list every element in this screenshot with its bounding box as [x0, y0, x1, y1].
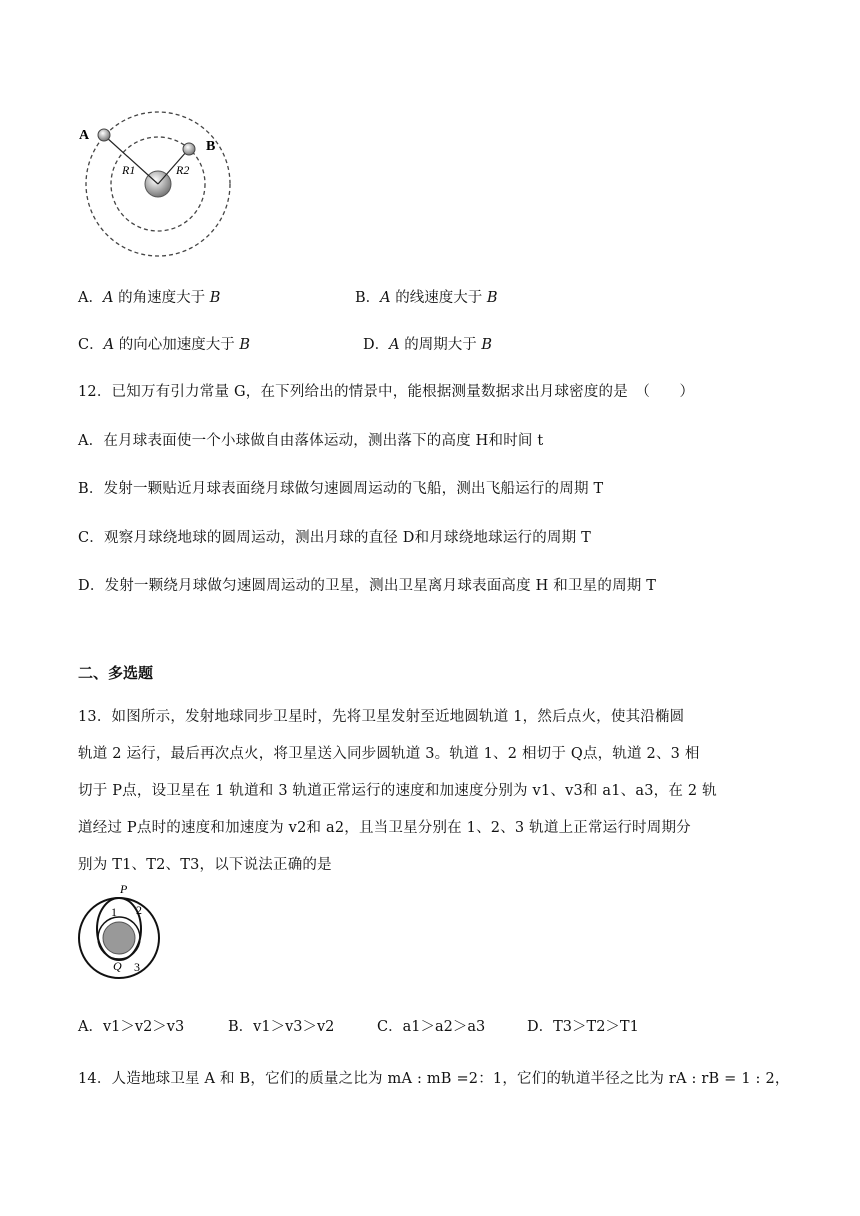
- q13-option-b: B．v1＞v3＞v2: [228, 1019, 335, 1035]
- section-title: 二、多选题: [78, 664, 154, 682]
- label-q: Q: [113, 959, 122, 973]
- q13-option-c: C．a1＞a2＞a3: [377, 1019, 486, 1035]
- label-r2: R2: [176, 163, 190, 177]
- label-orbit-1: 1: [111, 905, 117, 919]
- satellite-b: [183, 143, 195, 155]
- label-orbit-3: 3: [134, 960, 140, 974]
- label-a: A: [79, 128, 90, 143]
- label-orbit-2: 2: [136, 903, 142, 917]
- q13-line-4: 道经过 P点时的速度和加速度为 v2和 a2，且当卫星分别在 1、2、3 轨道上正常运行时周期分: [78, 820, 691, 836]
- q14-stem: 14．人造地球卫星 A 和 B，它们的质量之比为 mA : mB =2：1，它们的轨道半径之比为 rA : rB = 1 : 2，: [78, 1071, 790, 1087]
- q12-stem: 12．已知万有引力常量 G，在下列给出的情景中，能根据测量数据求出月球密度的是 （ ）: [78, 384, 695, 400]
- label-b: B: [206, 139, 216, 154]
- orbit-figure-ab: [76, 112, 236, 262]
- q13-option-a: A．v1＞v2＞v3: [78, 1019, 185, 1035]
- earth: [103, 922, 135, 954]
- label-p: P: [120, 882, 128, 896]
- q12-option-b: B．发射一颗贴近月球表面绕月球做匀速圆周运动的飞船，测出飞船运行的周期 T: [78, 481, 604, 497]
- q13-option-d: D．T3＞T2＞T1: [527, 1019, 639, 1035]
- label-r1: R1: [122, 163, 136, 177]
- q13-line-5: 别为 T1、T2、T3，以下说法正确的是: [78, 857, 332, 873]
- q13-line-2: 轨道 2 运行，最后再次点火，将卫星送入同步圆轨道 3。轨道 1、2 相切于 Q点，轨道 2、3 相: [78, 746, 700, 762]
- q11-option-b: B．A 的线速度大于 B: [355, 290, 498, 306]
- q12-option-c: C．观察月球绕地球的圆周运动，测出月球的直径 D和月球绕地球运行的周期 T: [78, 530, 592, 546]
- q12-option-a: A．在月球表面使一个小球做自由落体运动，测出落下的高度 H和时间 t: [78, 433, 544, 449]
- satellite-a: [98, 129, 110, 141]
- q13-line-1: 13．如图所示，发射地球同步卫星时，先将卫星发射至近地圆轨道 1，然后点火，使其沿椭圆: [78, 709, 685, 725]
- q11-option-d: D．A 的周期大于 B: [363, 337, 492, 353]
- q11-option-a: A．A 的角速度大于 B: [78, 290, 221, 306]
- orbit-transfer-figure: [76, 880, 166, 980]
- q13-line-3: 切于 P点，设卫星在 1 轨道和 3 轨道正常运行的速度和加速度分别为 v1、v3和 a1、a3，在 2 轨: [78, 783, 717, 799]
- q12-option-d: D．发射一颗绕月球做匀速圆周运动的卫星，测出卫星离月球表面高度 H 和卫星的周期 T: [78, 578, 657, 594]
- q11-option-c: C．A 的向心加速度大于 B: [78, 337, 250, 353]
